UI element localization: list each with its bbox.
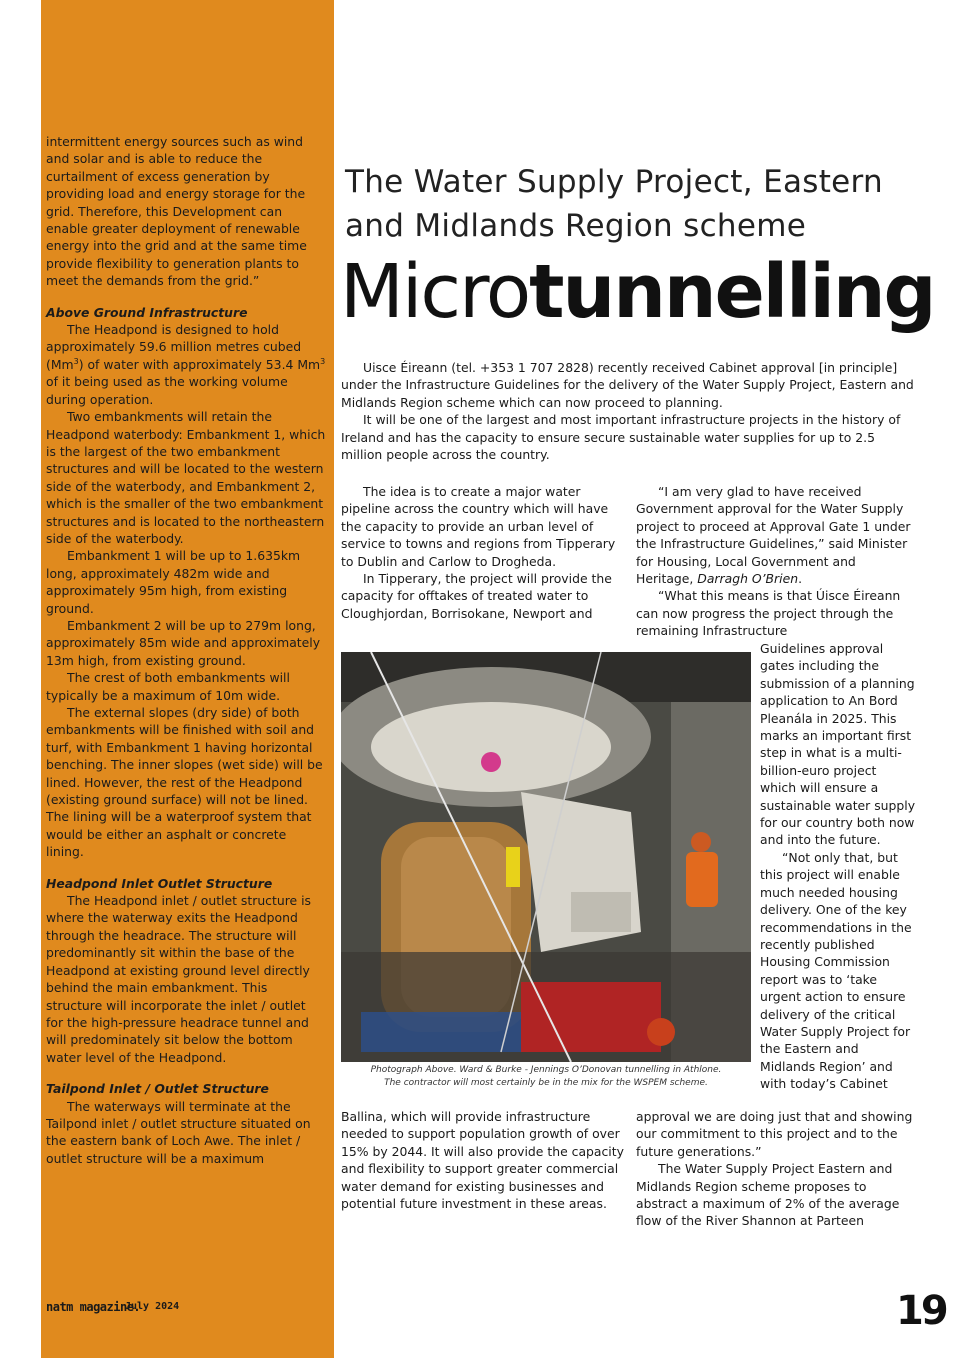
body-paragraph: approval we are doing just that and showing our commitment to this project and to the future generations.” xyxy=(636,1109,913,1159)
sidebar-paragraph: Embankment 2 will be up to 279m long, approximately 85m wide and approximately 13m high, from existing ground. xyxy=(46,617,321,668)
section-heading: Above Ground Infrastructure xyxy=(46,304,248,320)
sidebar-paragraph: Embankment 1 will be up to 1.635km long, approximately 482m wide and approximately 95m high, from existing ground. xyxy=(46,548,301,616)
page-number: 19 xyxy=(896,1288,946,1334)
section-heading: Headpond Inlet Outlet Structure xyxy=(46,875,273,891)
body-paragraph: “Not only that, but this project will enable much needed housing delivery. One of the key recommendations in the recently published Housing Commission report was to ‘take urgent action to ensure delivery of the critical Water Supply Project for the Eastern and Midlands Region’ and with today’s Cabinet xyxy=(760,849,912,1092)
right-column xyxy=(636,483,916,640)
article-title xyxy=(345,160,925,248)
narrow-column xyxy=(760,640,916,1093)
sidebar-paragraph: The Headpond inlet / outlet structure is where the waterway exits the Headpond through the headrace. The structure will predominantly sit within the base of the Headpond at existing ground level directly behind the main embankment. This structure will incorporate the inlet / outlet for the high-pressure headrace tunnel and will predominately sit below the bottom water level of the Headpond. xyxy=(46,893,311,1065)
sidebar-column xyxy=(46,133,326,1167)
body-paragraph: “What this means is that Úisce Éireann can now progress the project through the remaining Infrastructure xyxy=(636,588,901,639)
magazine-name: natm magazine. xyxy=(46,1300,141,1314)
minister-name: Darragh O’Brien xyxy=(697,571,799,587)
section-heading: Tailpond Inlet / Outlet Structure xyxy=(46,1081,269,1097)
sidebar-paragraph: The crest of both embankments will typically be a maximum of 10m wide. xyxy=(46,670,290,703)
sidebar-paragraph: The external slopes (dry side) of both embankments will be finished with soil and turf, with Embankment 1 having horizontal benching. The inner slopes (wet side) will be lined. However, the rest of the Headpond (existing ground surface) will not be lined. The lining will be a waterproof system that would be either an asphalt or concrete lining. xyxy=(46,705,323,860)
body-paragraph: “I am very glad to have received Government approval for the Water Supply project to proceed at Approval Gate 1 under the Infrastructure Guidelines,” said Minister for Housing, Local Government and Heritage, Darragh O’Brien. xyxy=(636,484,911,587)
sidebar-paragraph: The Headpond is designed to hold approximately 59.6 million metres cubed (Mm$^3$) of water with approximately 53.4 Mm$^3$ of it being used as the working volume during operation. xyxy=(46,322,326,407)
headline-light: Micro xyxy=(340,249,530,335)
body-paragraph: Ballina, which will provide infrastructure needed to support population growth of over 15% by 2044. It will also provide the capacity and flexibility to support greater commercial water demand for existing businesses and potential future investment in these areas. xyxy=(341,1109,624,1212)
tunnel-machine-illustration xyxy=(341,652,751,1062)
body-paragraph: In Tipperary, the project will provide the capacity for offtakes of treated water to Cloughjordan, Borrisokane, Newport and xyxy=(341,571,612,621)
tunnelling-photo xyxy=(341,652,751,1062)
body-paragraph: Guidelines approval gates including the submission of a planning application to An Bord Pleanála in 2025. This marks an important first step in what is a multi-billion-euro project which will ensure a sustainable water supply for our country both now and into the future. xyxy=(760,641,916,848)
sidebar-paragraph: Two embankments will retain the Headpond waterbody: Embankment 1, which is the largest of the two embankment structures and will be located to the western side of the waterbody, and Embankment 2, which is the smaller of the two embankment structures and is located to the northeastern side of the waterbody. xyxy=(46,409,326,546)
intro-paragraph: It will be one of the largest and most important infrastructure projects in the history of Ireland and has the capacity to ensure secure sustainable water supplies for up to 2.5 million people across the country. xyxy=(341,412,901,463)
body-paragraph: The Water Supply Project Eastern and Midlands Region scheme proposes to abstract a maximum of 2% of the average flow of the River Shannon at Parteen xyxy=(636,1161,900,1229)
right-column-bottom xyxy=(636,1108,916,1230)
issue-date: July 2024 xyxy=(125,1301,180,1312)
body-paragraph: The idea is to create a major water pipeline across the country which will have the capacity to provide an urban level of service to towns and regions from Tipperary to Dublin and Carlow to Drogheda. xyxy=(341,484,616,569)
sidebar-paragraph: intermittent energy sources such as wind and solar and is able to reduce the curtailment of excess generation by providing load and energy storage for the grid. Therefore, this Development can enable greater deployment of renewable energy into the grid and at the same time provide flexibility to generation plants to meet the demands from the grid.” xyxy=(46,134,307,289)
photo-caption xyxy=(341,1064,751,1090)
left-column-bottom xyxy=(341,1108,626,1212)
headline-bold: tunnelling xyxy=(529,249,935,335)
sidebar-paragraph: The waterways will terminate at the Tailpond inlet / outlet structure situated on the eastern bank of Loch Awe. The inlet / outlet structure will be a maximum xyxy=(46,1098,311,1166)
caption-line-2: The contractor will most certainly be in the mix for the WSPEM scheme. xyxy=(384,1078,708,1088)
intro-text xyxy=(341,359,916,463)
left-column xyxy=(341,483,626,622)
title-line-2: and Midlands Region scheme xyxy=(345,208,807,244)
caption-line-1: Photograph Above. Ward & Burke - Jennings O’Donovan tunnelling in Athlone. xyxy=(370,1065,722,1075)
headline xyxy=(340,250,935,334)
title-line-1: The Water Supply Project, Eastern xyxy=(345,164,883,200)
intro-paragraph: Uisce Éireann (tel. +353 1 707 2828) recently received Cabinet approval [in principle] under the Infrastructure Guidelines for the delivery of the Water Supply Project, Eastern and Midlands Region scheme which can now proceed to planning. xyxy=(341,360,914,410)
